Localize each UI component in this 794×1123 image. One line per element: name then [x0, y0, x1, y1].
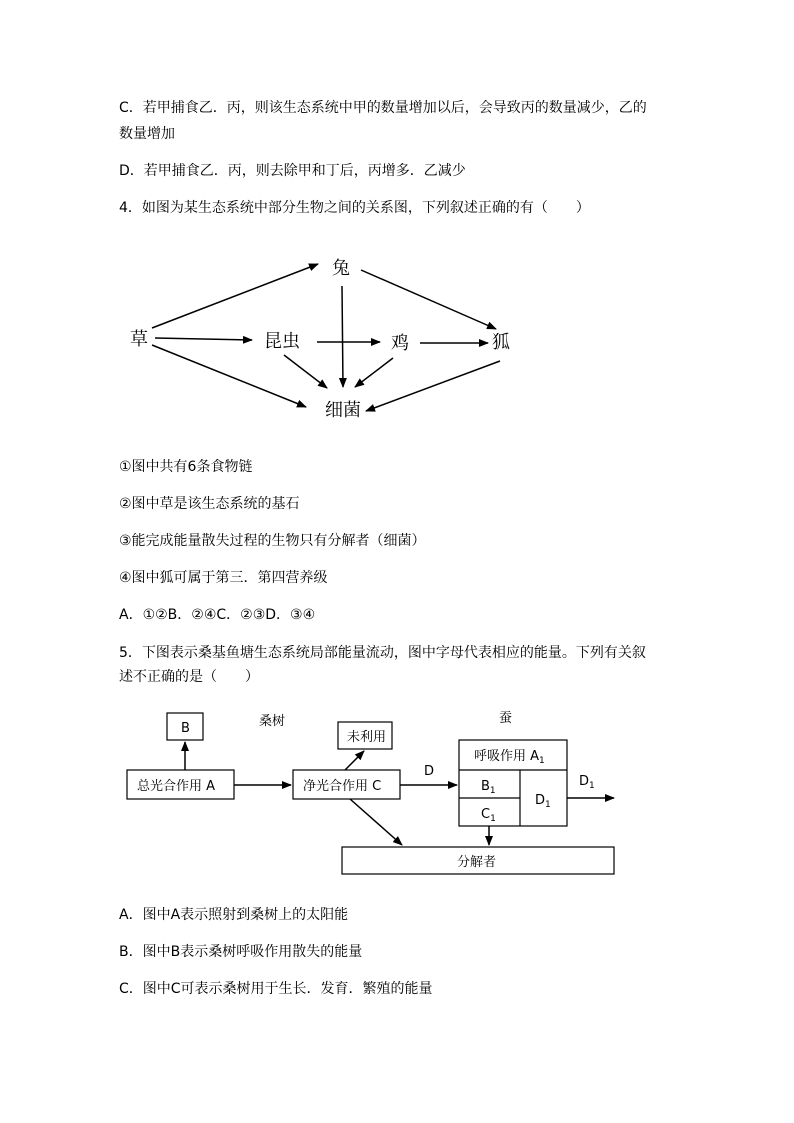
- node-grass: 草: [130, 329, 148, 350]
- q3-option-c-line1: C．若甲捕食乙．丙，则该生态系统中甲的数量增加以后，会导致丙的数量减少，乙的: [119, 100, 647, 116]
- q4-statement-2: ②图中草是该生态系统的基石: [119, 496, 300, 512]
- node-bacteria: 细菌: [325, 400, 361, 421]
- label-d: D: [424, 764, 435, 779]
- q4-statement-3: ③能完成能量散失过程的生物只有分解者（细菌）: [119, 533, 426, 549]
- cell-c1: $C_1$: [481, 807, 496, 824]
- arrow-grass-insect: [155, 338, 252, 340]
- q3-option-d: D．若甲捕食乙．丙，则去除甲和丁后，丙增多．乙减少: [119, 163, 466, 179]
- cell-d1: $D_1$: [535, 793, 551, 810]
- box-b-label: B: [181, 721, 190, 736]
- q3-option-c-line2: 数量增加: [119, 126, 175, 142]
- q5-stem-line2: 述不正确的是（ ）: [119, 669, 259, 685]
- q4-statement-4: ④图中狐可属于第三．第四营养级: [119, 570, 328, 586]
- food-web-diagram: [0, 240, 794, 430]
- arrow-grass-rabbit: [152, 264, 318, 328]
- arrow-rabbit-bacteria: [342, 286, 343, 387]
- energy-flow-diagram: [0, 700, 794, 880]
- q5-stem-line1: 5．下图表示桑基鱼塘生态系统局部能量流动，图中字母代表相应的能量。下列有关叙: [119, 645, 646, 661]
- node-chicken: 鸡: [391, 333, 409, 354]
- arrow-rabbit-fox: [361, 270, 496, 329]
- q5-option-a: A．图中A表示照射到桑树上的太阳能: [119, 907, 349, 923]
- label-mulberry: 桑树: [259, 714, 286, 729]
- box-gross-label: 总光合作用 A: [137, 779, 216, 794]
- box-respiration-label: 呼吸作用 $A_1$: [474, 749, 545, 766]
- label-d1-out: $D_1$: [579, 774, 595, 791]
- node-rabbit: 兔: [332, 258, 350, 279]
- q5-option-c: C．图中C可表示桑树用于生长．发育．繁殖的能量: [119, 981, 433, 997]
- q5-option-b: B．图中B表示桑树呼吸作用散失的能量: [119, 944, 363, 960]
- node-fox: 狐: [492, 332, 510, 353]
- q4-options: A．①②B．②④C．②③D．③④: [119, 607, 316, 623]
- node-insect: 昆虫: [264, 331, 300, 352]
- q4-statement-1: ①图中共有6条食物链: [119, 459, 253, 475]
- box-decomposer-label: 分解者: [457, 855, 497, 870]
- box-net-label: 净光合作用 C: [303, 779, 382, 794]
- q4-stem: 4．如图为某生态系统中部分生物之间的关系图，下列叙述正确的有（ ）: [119, 200, 590, 216]
- box-unused-label: 未利用: [347, 730, 387, 745]
- arrow-grass-bacteria: [152, 345, 306, 407]
- cell-b1: $B_1$: [481, 779, 496, 796]
- arrow-fox-bacteria: [366, 361, 500, 411]
- arrow-insect-bacteria: [284, 355, 327, 388]
- arrow-chicken-bacteria: [355, 358, 393, 387]
- label-silkworm: 蚕: [499, 711, 513, 726]
